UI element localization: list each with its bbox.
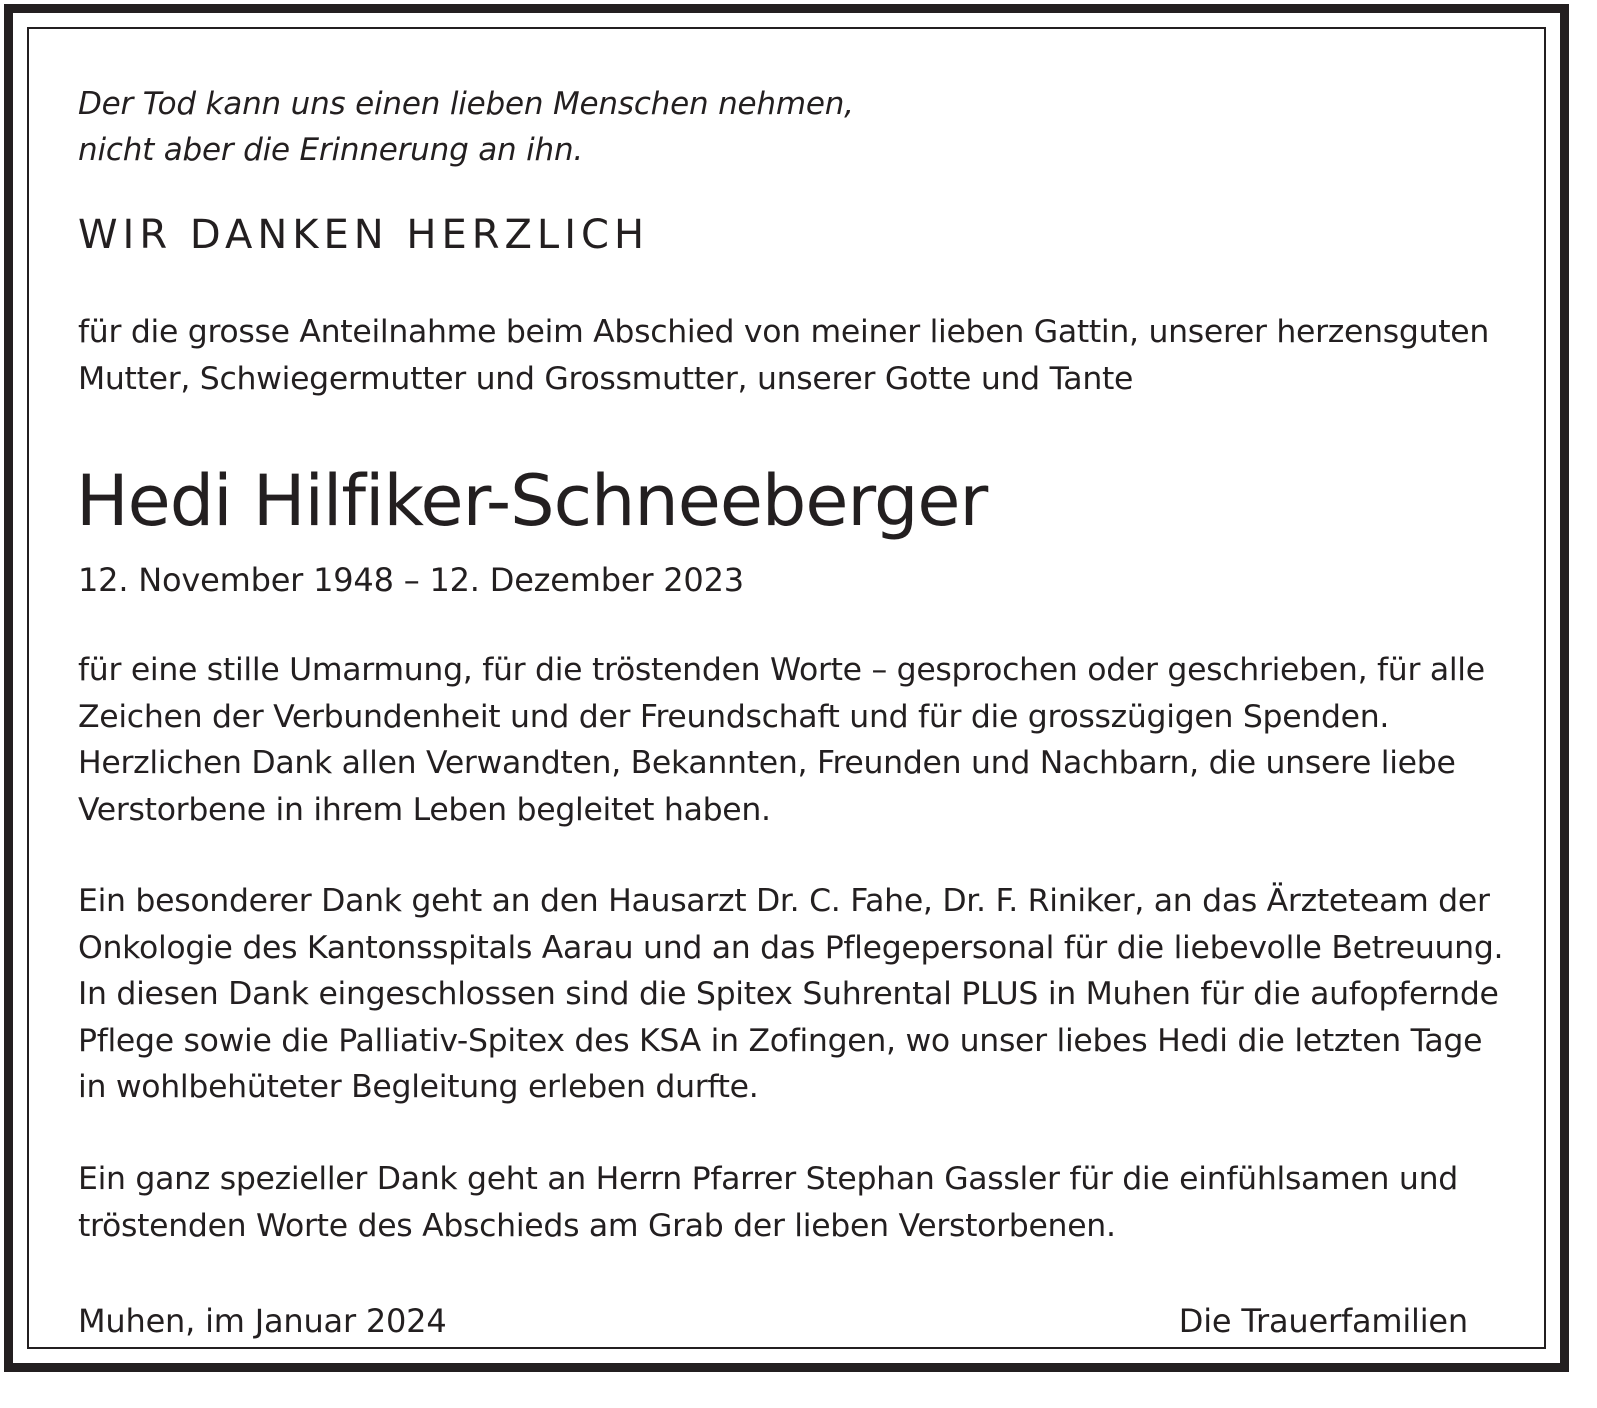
- life-dates: 12. November 1948 – 12. Dezember 2023: [78, 561, 744, 599]
- intro-line: für die grosse Anteilnahme beim Abschied von meiner lieben Gattin, unserer herzensguten: [78, 314, 1490, 350]
- notice-content: [76, 13, 1504, 1363]
- paragraph-line: Herzlichen Dank allen Verwandten, Bekannten, Freunden und Nachbarn, die unsere liebe: [78, 745, 1456, 781]
- motto-quote: [78, 81, 854, 173]
- thanks-paragraph-2: [78, 878, 1503, 1111]
- paragraph-line: Ein ganz spezieller Dank geht an Herrn Pfarrer Stephan Gassler für die einfühlsamen und: [78, 1161, 1458, 1197]
- intro-paragraph: [78, 309, 1489, 402]
- paragraph-line: Pflege sowie die Palliativ-Spitex des KSA in Zofingen, wo unser liebes Hedi die letzten Tage: [78, 1022, 1483, 1059]
- paragraph-line: für eine stille Umarmung, für die tröstenden Worte – gesprochen oder geschrieben, für alle: [78, 652, 1485, 688]
- paragraph-line: Ein besonderer Dank geht an den Hausarzt Dr. C. Fahe, Dr. F. Riniker, an das Ärzteteam der: [78, 883, 1490, 919]
- motto-line: nicht aber die Erinnerung an ihn.: [78, 132, 584, 168]
- paragraph-line: Verstorbene in ihrem Leben begleitet haben.: [78, 791, 771, 828]
- paragraph-line: In diesen Dank eingeschlossen sind die Spitex Suhrental PLUS in Muhen für die aufopfernde: [78, 976, 1499, 1012]
- signature: Die Trauerfamilien: [1178, 1302, 1468, 1340]
- deceased-name: Hedi Hilfiker-Schneeberger: [76, 460, 988, 542]
- paragraph-line: in wohlbehüteter Begleitung erleben durfte.: [78, 1069, 759, 1105]
- paragraph-line: tröstenden Worte des Abschieds am Grab der lieben Verstorbenen.: [78, 1207, 1116, 1244]
- motto-line: Der Tod kann uns einen lieben Menschen nehmen,: [78, 86, 854, 122]
- notice-frame: [4, 4, 1569, 1372]
- intro-line: Mutter, Schwiegermutter und Grossmutter, unserer Gotte und Tante: [78, 360, 1134, 397]
- paragraph-line: Zeichen der Verbundenheit und der Freundschaft und für die grosszügigen Spenden.: [78, 698, 1390, 735]
- paragraph-line: Onkologie des Kantonsspitals Aarau und an das Pflegepersonal für die liebevolle Betreuung.: [78, 929, 1504, 966]
- thanks-paragraph-3: [78, 1156, 1458, 1249]
- thanks-heading: WIR DANKEN HERZLICH: [78, 212, 650, 258]
- place-date: Muhen, im Januar 2024: [78, 1302, 447, 1340]
- thanks-paragraph-1: [78, 647, 1485, 833]
